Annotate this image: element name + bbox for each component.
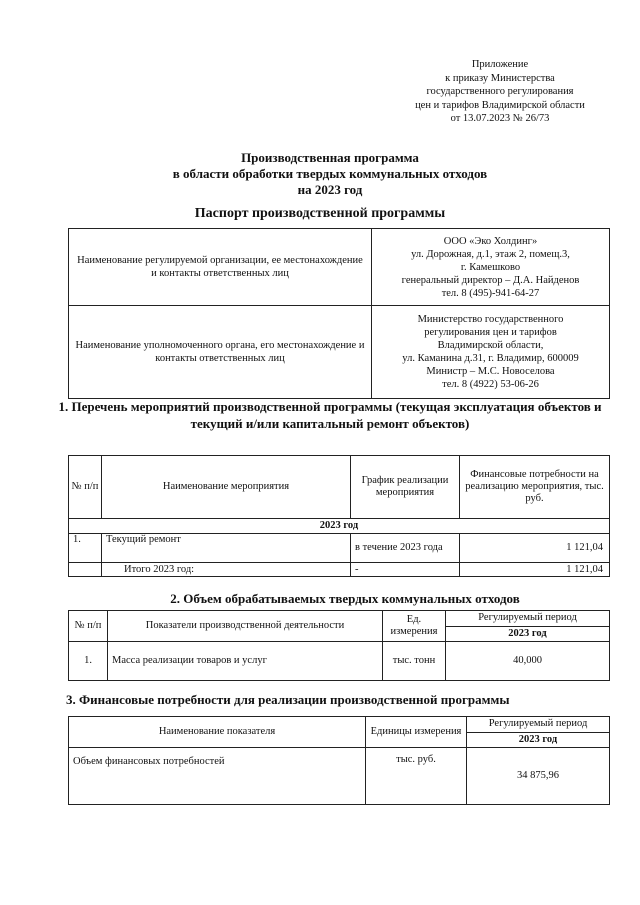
org-label: Наименование регулируемой организации, ее местонахождение и контакты ответственных лиц [69,229,372,306]
row-schedule: в течение 2023 года [351,534,460,563]
row-name: Масса реализации товаров и услуг [108,642,383,681]
passport-heading: Паспорт производственной программы [194,206,446,221]
section1-heading: 1. Перечень мероприятий производственной программы (текущая эксплуатация объектов и текущий и/или капитальный ремонт объектов) [58,399,602,431]
row-name: Текущий ремонт [102,534,351,563]
document-title [60,150,600,198]
row-amount: 1 121,04 [460,534,610,563]
authority-line: Министр – М.С. Новоселова [426,366,555,377]
appendix-line: к приказу Министерства [445,72,555,84]
total-amount: 1 121,04 [460,563,610,577]
appendix-line: цен и тарифов Владимирской области [415,99,585,111]
authority-line: тел. 8 (4922) 53-06-26 [442,379,539,390]
row-num: 1. [69,534,102,563]
col-header-num: № п/п [69,611,108,642]
org-line: ул. Дорожная, д.1, этаж 2, помещ.3, [411,248,570,260]
row-unit: тыс. тонн [383,642,446,681]
row-num: 1. [69,642,108,681]
title-line: на 2023 год [297,182,363,197]
col-header-indicator: Показатели производственной деятельности [108,611,383,642]
title-line: Производственная программа [241,150,419,165]
section2-heading: 2. Объем обрабатываемых твердых коммунальных отходов [170,591,520,606]
col-header-name: Наименование мероприятия [102,456,351,519]
col-header-schedule: График реализации мероприятия [351,456,460,519]
org-line: генеральный директор – Д.А. Найденов [401,274,580,286]
table-row [69,534,610,563]
table-row [69,748,610,805]
volume-table [68,610,610,681]
appendix-block [380,58,620,126]
row-value: 34 875,96 [467,748,610,805]
col-header-year: 2023 год [467,732,610,748]
year-label: 2023 год [69,519,610,534]
col-header-period: Регулируемый период [446,611,610,627]
section3-heading: 3. Финансовые потребности для реализации производственной программы [66,692,510,707]
authority-line: Министерство государственного [417,314,564,325]
table-row [69,229,610,306]
authority-details [372,306,610,399]
table-row [69,642,610,681]
org-details [372,229,610,306]
col-header-unit: Единицы измерения [366,717,467,748]
col-header-num: № п/п [69,456,102,519]
col-header-period: Регулируемый период [467,717,610,733]
total-label: Итого 2023 год: [102,563,351,577]
authority-line: регулирования цен и тарифов [424,327,557,338]
total-row [69,563,610,577]
row-unit: тыс. руб. [366,748,467,805]
org-line: г. Камешково [460,261,521,273]
authority-line: Владимирской области, [437,340,544,351]
total-schedule: - [351,563,460,577]
appendix-line: Приложение [471,59,529,70]
table-header-row [69,717,610,733]
table-row [69,306,610,399]
col-header-year: 2023 год [446,626,610,642]
table-header-row [69,611,610,627]
appendix-line: от 13.07.2023 № 26/73 [450,113,550,124]
col-header-name: Наименование показателя [69,717,366,748]
org-line: ООО «Эко Холдинг» [443,235,538,247]
total-num [69,563,102,577]
col-header-finance: Финансовые потребности на реализацию мероприятия, тыс. руб. [460,456,610,519]
year-row [69,519,610,534]
row-name: Объем финансовых потребностей [69,748,366,805]
col-header-unit: Ед. измерения [383,611,446,642]
appendix-line: государственного регулирования [426,86,574,97]
authority-line: ул. Каманина д.31, г. Владимир, 600009 [402,353,579,364]
events-table [68,455,610,577]
authority-label: Наименование уполномоченного органа, его местонахождение и контакты ответственных лиц [69,306,372,399]
finance-table [68,716,610,805]
org-line: тел. 8 (495)-941-64-27 [441,287,540,299]
title-line: в области обработки твердых коммунальных отходов [172,166,488,181]
table-header-row [69,456,610,519]
row-value: 40,000 [446,642,610,681]
passport-table [68,228,610,399]
